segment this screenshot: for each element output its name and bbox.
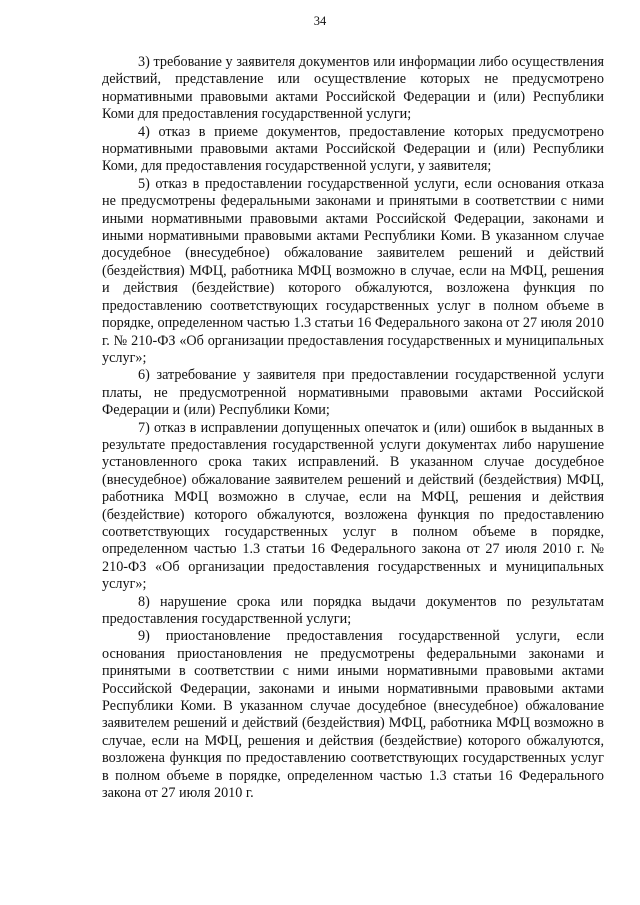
page-number: 34	[313, 14, 327, 28]
document-body	[102, 54, 604, 802]
paragraph-item-6: 6) затребование у заявителя при предоставлении государственной услуги платы, не предусмотренной нормативными правовыми актами Российской Федерации и (или) Республики Коми;	[102, 367, 604, 419]
paragraph-item-9: 9) приостановление предоставления государственной услуги, если основания приостановления не предусмотрены федеральными законами и принятыми в соответствии с ними иными нормативными правовыми актами Российской Федерации, законами и иными нормативными правовыми актами Республики Коми. В указанном случае досудебное (внесудебное) обжалование заявителем решений и действий (бездействия) МФЦ, работника МФЦ возможно в случае, если на МФЦ, решения и действия (бездействие) которого обжалуются, возложена функция по предоставлению соответствующих государственных услуг в полном объеме в порядке, определенном частью 1.3 статьи 16 Федерального закона от 27 июля 2010 г.	[102, 628, 604, 802]
paragraph-item-3: 3) требование у заявителя документов или информации либо осуществления действий, представление или осуществление которых не предусмотрено нормативными правовыми актами Российской Федерации и (или) Республики Коми для предоставления государственной услуги;	[102, 54, 604, 123]
paragraph-item-8: 8) нарушение срока или порядка выдачи документов по результатам предоставления государственной услуги;	[102, 593, 604, 627]
paragraph-item-4: 4) отказ в приеме документов, предоставление которых предусмотрено нормативными правовыми актами Российской Федерации и (или) Республики Коми, для предоставления государственной услуги, у заявителя;	[102, 123, 604, 175]
paragraph-item-7: 7) отказ в исправлении допущенных опечаток и (или) ошибок в выданных в результате предоставления государственной услуги документах либо нарушение установленного срока таких исправлений. В указанном случае досудебное (внесудебное) обжалование заявителем решений и действий (бездействия) МФЦ, работника МФЦ возможно в случае, если на МФЦ, решения и действия (бездействие) которого обжалуются, возложена функция по предоставлению соответствующих государственных услуг в полном объеме в порядке, определенном частью 1.3 статьи 16 Федерального закона от 27 июля 2010 г. № 210-ФЗ «Об организации предоставления государственных и муниципальных услуг»;	[102, 419, 604, 593]
paragraph-item-5: 5) отказ в предоставлении государственной услуги, если основания отказа не предусмотрены федеральными законами и принятыми в соответствии с ними иными нормативными правовыми актами Российской Федерации, законами и иными нормативными правовыми актами Республики Коми. В указанном случае досудебное (внесудебное) обжалование заявителем решений и действий (бездействия) МФЦ, работника МФЦ возможно в случае, если на МФЦ, решения и действия (бездействие) которого обжалуются, возложена функция по предоставлению соответствующих государственных услуг в полном объеме в порядке, определенном частью 1.3 статьи 16 Федерального закона от 27 июля 2010 г. № 210-ФЗ «Об организации предоставления государственных и муниципальных услуг»;	[102, 175, 604, 366]
